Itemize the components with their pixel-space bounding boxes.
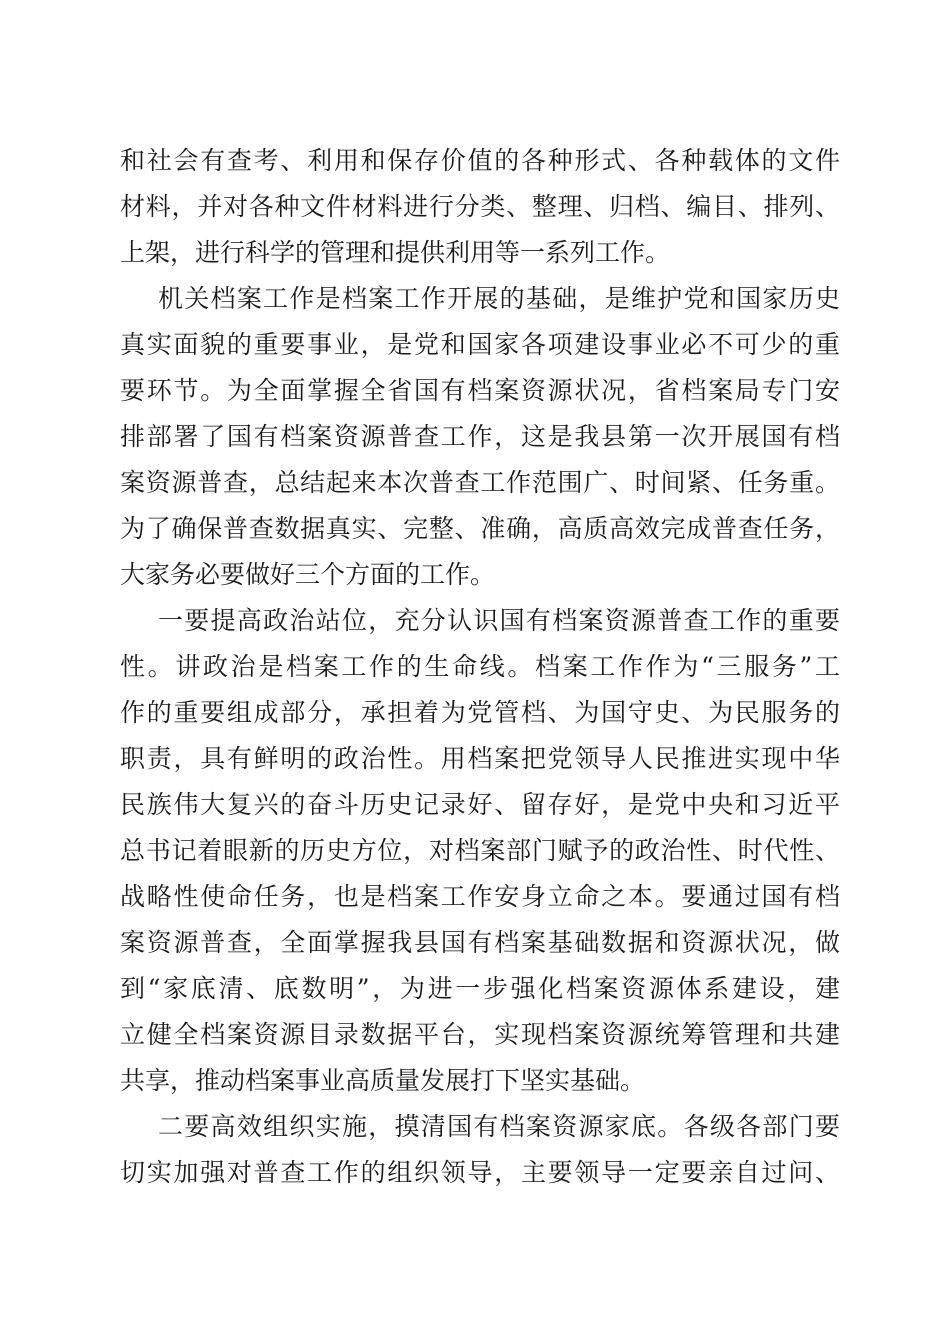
text-line: 材料，并对各种文件材料进行分类、整理、归档、编目、排列、 xyxy=(120,192,840,221)
text-line: 共享，推动档案事业高质量发展打下坚实基础。 xyxy=(120,1066,646,1095)
text-line: 和社会有查考、利用和保存价值的各种形式、各种载体的文件 xyxy=(120,146,840,175)
paragraph-first-line: 一要提高政治站位，充分认识国有档案资源普查工作的重要 xyxy=(158,606,840,635)
text-line: 排部署了国有档案资源普查工作，这是我县第一次开展国有档 xyxy=(120,422,840,451)
text-line: 上架，进行科学的管理和提供利用等一系列工作。 xyxy=(120,238,671,267)
text-line: 大家务必要做好三个方面的工作。 xyxy=(120,560,496,589)
text-line: 切实加强对普查工作的组织领导，主要领导一定要亲自过问、 xyxy=(120,1158,840,1187)
text-line: 总书记着眼新的历史方位，对档案部门赋予的政治性、时代性、 xyxy=(120,836,840,865)
text-line: 到“家底清、底数明”，为进一步强化档案资源体系建设，建 xyxy=(120,974,840,1003)
text-line: 民族伟大复兴的奋斗历史记录好、留存好，是党中央和习近平 xyxy=(120,790,840,819)
text-line: 职责，具有鲜明的政治性。用档案把党领导人民推进实现中华 xyxy=(120,744,840,773)
text-line: 性。讲政治是档案工作的生命线。档案工作作为“三服务”工 xyxy=(120,652,840,681)
text-line: 战略性使命任务，也是档案工作安身立命之本。要通过国有档 xyxy=(120,882,840,911)
text-line: 要环节。为全面掌握全省国有档案资源状况，省档案局专门安 xyxy=(120,376,840,405)
document-body xyxy=(120,138,840,1196)
text-line: 立健全档案资源目录数据平台，实现档案资源统筹管理和共建 xyxy=(120,1020,840,1049)
paragraph-first-line: 二要高效组织实施，摸清国有档案资源家底。各级各部门要 xyxy=(158,1112,840,1141)
paragraph-first-line: 机关档案工作是档案工作开展的基础，是维护党和国家历史 xyxy=(158,284,840,313)
text-line: 案资源普查，总结起来本次普查工作范围广、时间紧、任务重。 xyxy=(120,468,840,497)
text-line: 真实面貌的重要事业，是党和国家各项建设事业必不可少的重 xyxy=(120,330,840,359)
text-line: 为了确保普查数据真实、完整、准确，高质高效完成普查任务， xyxy=(120,514,840,543)
text-line: 案资源普查，全面掌握我县国有档案基础数据和资源状况，做 xyxy=(120,928,840,957)
text-line: 作的重要组成部分，承担着为党管档、为国守史、为民服务的 xyxy=(120,698,840,727)
